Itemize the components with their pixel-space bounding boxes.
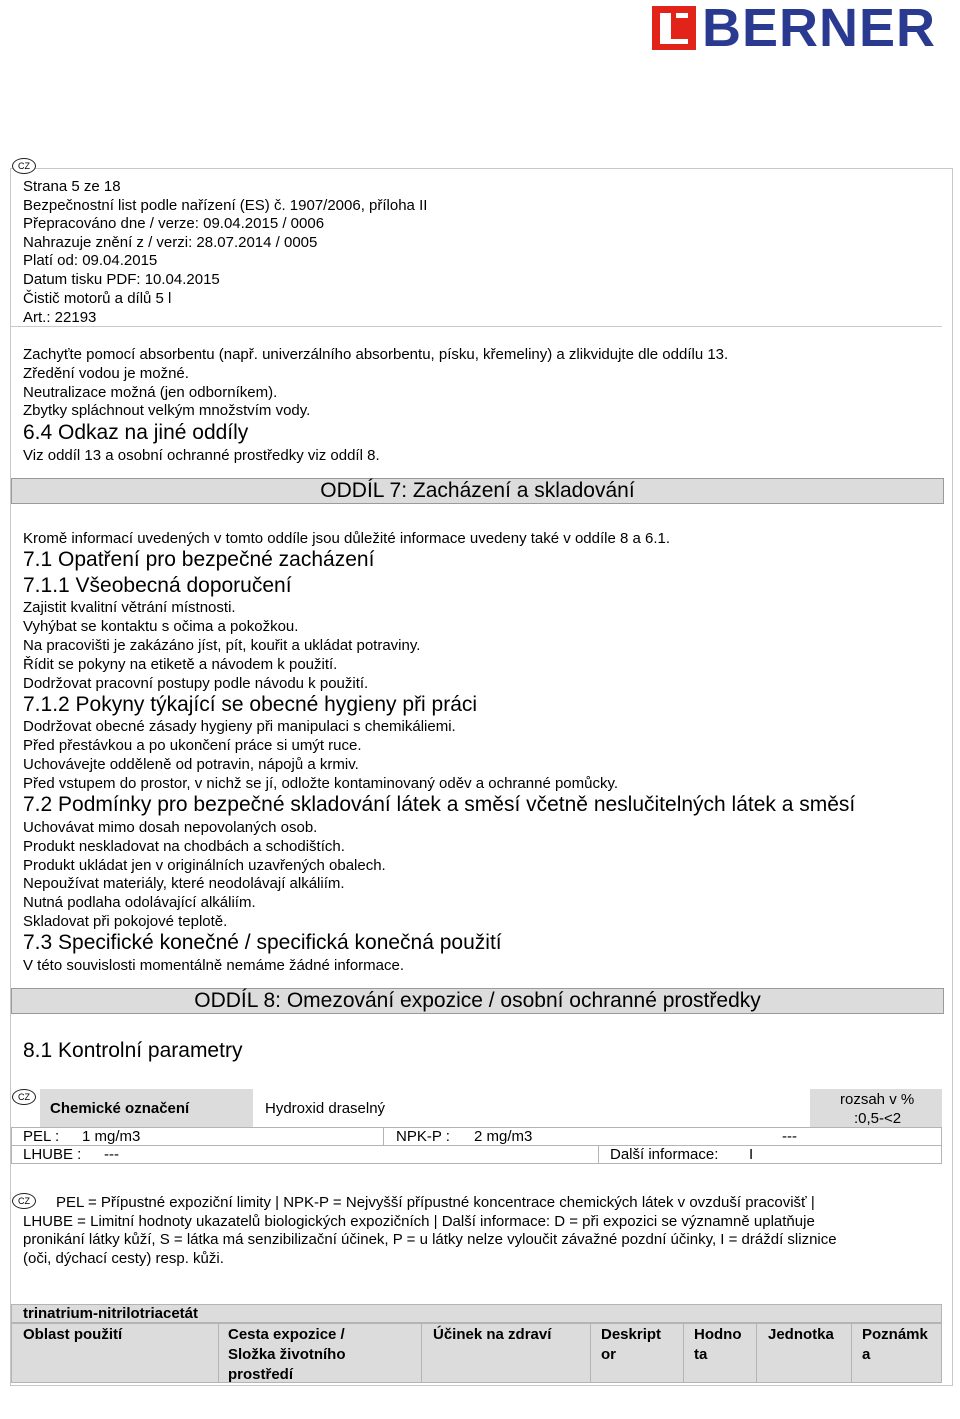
col-divider xyxy=(590,1323,591,1383)
col-header-descriptor: Deskript xyxy=(601,1326,662,1343)
legend-line: LHUBE = Limitní hodnoty ukazatelů biologických expozičních | Další informace: D = při expozici se významně uplatňuje xyxy=(23,1213,815,1230)
table-row xyxy=(11,1145,942,1164)
info-label: Další informace: xyxy=(610,1146,719,1163)
col-header-note: a xyxy=(862,1346,871,1363)
text-line: Dodržovat obecné zásady hygieny při manipulaci s chemikáliemi. xyxy=(23,718,456,735)
text-line: Uchovávejte odděleně od potravin, nápojů a krmiv. xyxy=(23,756,359,773)
dash-value: --- xyxy=(782,1128,797,1145)
npk-label: NPK-P : xyxy=(396,1128,450,1145)
heading-7-2: 7.2 Podmínky pro bezpečné skladování látek a směsí včetně neslučitelných látek a směsí xyxy=(23,793,856,816)
col-header-route: prostředí xyxy=(228,1366,294,1383)
header-regulation: Bezpečnostní list podle nařízení (ES) č. 1907/2006, příloha II xyxy=(23,197,428,214)
range-label: rozsah v % xyxy=(840,1091,915,1108)
country-badge: CZ xyxy=(12,158,36,174)
legend-line: (oči, dýchací cesty) resp. kůži. xyxy=(23,1250,224,1267)
text-line: Před vstupem do prostor, v nichž se jí, odložte kontaminovaný oděv a ochranné pomůcky. xyxy=(23,775,619,792)
text-line: Zajistit kvalitní větrání místnosti. xyxy=(23,599,236,616)
col-divider xyxy=(851,1323,852,1383)
col-header-route: Složka životního xyxy=(228,1346,346,1363)
text-line: Zachyťte pomocí absorbentu (např. univerzálního absorbentu, písku, křemeliny) a zlikvidujte dle oddílu 13. xyxy=(23,346,729,363)
text-line: Uchovávat mimo dosah nepovolaných osob. xyxy=(23,819,318,836)
header-revised: Přepracováno dne / verze: 09.04.2015 / 0006 xyxy=(23,215,325,232)
chem-label: Chemické označení xyxy=(50,1100,190,1117)
col-header-value: Hodno xyxy=(694,1326,742,1343)
text-line: Nepoužívat materiály, které neodolávají alkáliím. xyxy=(23,875,345,892)
country-badge: CZ xyxy=(12,1193,36,1209)
col-header-unit: Jednotka xyxy=(768,1326,834,1343)
country-badge: CZ xyxy=(12,1089,36,1105)
col-divider xyxy=(756,1323,757,1383)
legend-line: PEL = Přípustné expoziční limity | NPK-P = Nejvyšší přípustné koncentrace chemických látek v ovzduší pracovišť | xyxy=(56,1194,815,1211)
heading-7-3: 7.3 Specifické konečné / specifická konečná použití xyxy=(23,931,502,954)
legend-line: pronikání látky kůží, S = látka má senzibilizační účinek, P = u látky nelze vyloučit závažné pozdní účinky, I = dráždí sliznice xyxy=(23,1231,837,1248)
text-line: V této souvislosti momentálně nemáme žádné informace. xyxy=(23,957,405,974)
text-line: Před přestávkou a po ukončení práce si umýt ruce. xyxy=(23,737,362,754)
text-line: Produkt neskladovat na chodbách a schodištích. xyxy=(23,838,345,855)
text-line: Na pracovišti je zakázáno jíst, pít, kouřit a ukládat potraviny. xyxy=(23,637,421,654)
heading-8-1: 8.1 Kontrolní parametry xyxy=(23,1039,243,1062)
text-line: Řídit se pokyny na etiketě a návodem k použití. xyxy=(23,656,338,673)
col-header-route: Cesta expozice / xyxy=(228,1326,345,1343)
info-value: I xyxy=(749,1146,754,1163)
range-value: :0,5-<2 xyxy=(854,1110,902,1127)
berner-logo-mark-icon xyxy=(652,6,696,50)
text-line: Produkt ukládat jen v originálních uzavřených obalech. xyxy=(23,857,386,874)
text-line: Viz oddíl 13 a osobní ochranné prostředky viz oddíl 8. xyxy=(23,447,380,464)
cell-divider xyxy=(383,1127,384,1146)
col-divider xyxy=(683,1323,684,1383)
col-divider xyxy=(421,1323,422,1383)
header-divider xyxy=(11,326,942,327)
lhube-value: --- xyxy=(104,1146,119,1163)
heading-7-1-1: 7.1.1 Všeobecná doporučení xyxy=(23,574,292,597)
col-header-effect: Účinek na zdraví xyxy=(433,1326,552,1343)
header-page: Strana 5 ze 18 xyxy=(23,178,121,195)
header-replaces: Nahrazuje znění z / verzi: 28.07.2014 / 0005 xyxy=(23,234,318,251)
header-valid-from: Platí od: 09.04.2015 xyxy=(23,252,158,269)
col-header-area: Oblast použití xyxy=(23,1326,123,1343)
heading-7-1: 7.1 Opatření pro bezpečné zacházení xyxy=(23,548,375,571)
heading-7-1-2: 7.1.2 Pokyny týkající se obecné hygieny při práci xyxy=(23,693,478,716)
col-header-note: Poznámk xyxy=(862,1326,928,1343)
text-line: Zředění vodou je možné. xyxy=(23,365,189,382)
npk-value: 2 mg/m3 xyxy=(474,1128,533,1145)
text-line: Dodržovat pracovní postupy podle návodu k použití. xyxy=(23,675,369,692)
text-line: Neutralizace možná (jen odborníkem). xyxy=(23,384,278,401)
berner-logo xyxy=(652,0,954,58)
col-header-value: ta xyxy=(694,1346,708,1363)
text-line: Vyhýbat se kontaktu s očima a pokožkou. xyxy=(23,618,299,635)
header-print-date: Datum tisku PDF: 10.04.2015 xyxy=(23,271,220,288)
heading-6-4: 6.4 Odkaz na jiné oddíly xyxy=(23,421,249,444)
substance-name: trinatrium-nitrilotriacetát xyxy=(23,1305,199,1322)
pel-value: 1 mg/m3 xyxy=(82,1128,141,1145)
header-product: Čistič motorů a dílů 5 l xyxy=(23,290,172,307)
chem-value: Hydroxid draselný xyxy=(265,1100,386,1117)
header-article: Art.: 22193 xyxy=(23,309,97,326)
col-header-descriptor: or xyxy=(601,1346,616,1363)
logo-wordmark: BERNER xyxy=(702,0,937,58)
text-line: Zbytky spláchnout velkým množstvím vody. xyxy=(23,402,311,419)
section-7-intro: Kromě informací uvedených v tomto oddíle jsou důležité informace uvedeny také v oddíle 8 a 6.1. xyxy=(23,530,671,547)
pel-label: PEL : xyxy=(23,1128,60,1145)
cell-divider xyxy=(598,1145,599,1164)
lhube-label: LHUBE : xyxy=(23,1146,82,1163)
text-line: Nutná podlaha odolávající alkáliím. xyxy=(23,894,256,911)
col-divider xyxy=(218,1323,219,1383)
section-7-title: ODDÍL 7: Zacházení a skladování xyxy=(11,478,944,504)
text-line: Skladovat při pokojové teplotě. xyxy=(23,913,228,930)
section-8-title: ODDÍL 8: Omezování expozice / osobní ochranné prostředky xyxy=(11,988,944,1014)
